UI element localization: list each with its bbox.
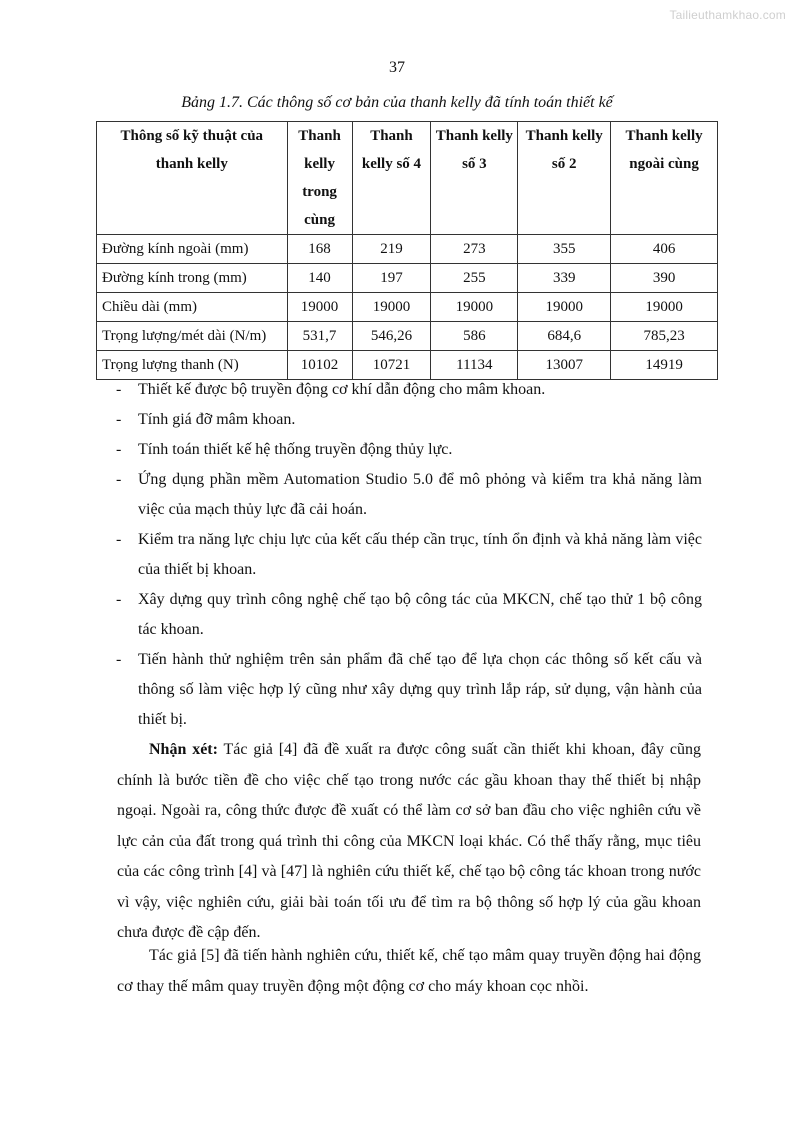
table-cell-parameter: Chiều dài (mm) xyxy=(97,293,288,322)
kelly-parameters-table xyxy=(96,121,718,380)
bullet-dash: - xyxy=(116,651,122,668)
table-cell: 273 xyxy=(431,235,518,264)
header-kelly-4: Thanh kelly số 4 xyxy=(352,122,431,235)
remark-paragraph xyxy=(117,735,701,949)
bullet-list xyxy=(118,375,702,735)
header-parameter: Thông số kỹ thuật của thanh kelly xyxy=(97,122,288,235)
header-kelly-2: Thanh kelly số 2 xyxy=(518,122,611,235)
table-cell: 10102 xyxy=(287,351,352,380)
list-item-text: Thiết kế được bộ truyền động cơ khí dẫn động cho mâm khoan. xyxy=(138,381,546,398)
bullet-dash: - xyxy=(116,531,122,548)
table-cell: 406 xyxy=(611,235,718,264)
table-row xyxy=(97,293,718,322)
table-caption: Bảng 1.7. Các thông số cơ bản của thanh kelly đã tính toán thiết kế xyxy=(181,94,613,111)
table-cell: 10721 xyxy=(352,351,431,380)
list-item-text: Xây dựng quy trình công nghệ chế tạo bộ công tác của MKCN, chế tạo thử 1 bộ công tác khoan. xyxy=(138,591,702,638)
table-cell: 255 xyxy=(431,264,518,293)
table-cell: 390 xyxy=(611,264,718,293)
list-item xyxy=(118,465,702,525)
table-cell: 586 xyxy=(431,322,518,351)
header-kelly-inner: Thanh kelly trong cùng xyxy=(287,122,352,235)
table-header-row xyxy=(97,122,718,235)
table-cell: 19000 xyxy=(352,293,431,322)
table-cell: 11134 xyxy=(431,351,518,380)
table-row xyxy=(97,264,718,293)
body-paragraph: Tác giả [5] đã tiến hành nghiên cứu, thiết kế, chế tạo mâm quay truyền động hai động cơ thay thế mâm quay truyền động một động cơ cho máy khoan cọc nhồi. xyxy=(117,947,701,995)
table-cell-parameter: Trọng lượng/mét dài (N/m) xyxy=(97,322,288,351)
remark-text: Tác giả [4] đã đề xuất ra được công suất cần thiết khi khoan, đây cũng chính là bước tiền đề cho việc chế tạo trong nước các gầu khoan thay thế thiết bị nhập ngoại. Ngoài ra, công thức được đề xuất có thể làm cơ sở ban đầu cho việc nghiên cứu về lực cản của đất trong quá trình thi công của MKCN loại khác. Có thể thấy rằng, mục tiêu của các công trình [4] và [47] là nghiên cứu thiết kế, chế tạo bộ công tác khoan trong nước vì vậy, việc nghiên cứu, giải bài toán tối ưu để tìm ra bộ thông số hợp lý của gầu khoan chưa được đề cập đến. xyxy=(117,741,701,941)
remark-label: Nhận xét: xyxy=(149,741,218,758)
table-cell: 140 xyxy=(287,264,352,293)
table-cell: 355 xyxy=(518,235,611,264)
table-cell-parameter: Đường kính ngoài (mm) xyxy=(97,235,288,264)
list-item-text: Kiểm tra năng lực chịu lực của kết cấu thép cần trục, tính ổn định và khả năng làm việc của thiết bị khoan. xyxy=(138,531,702,578)
table-cell: 531,7 xyxy=(287,322,352,351)
bullet-dash: - xyxy=(116,411,122,428)
page-number: 37 xyxy=(389,59,405,76)
table-cell: 13007 xyxy=(518,351,611,380)
table-cell: 19000 xyxy=(287,293,352,322)
table-cell: 219 xyxy=(352,235,431,264)
bullet-dash: - xyxy=(116,471,122,488)
watermark-text: Tailieuthamkhao.com xyxy=(669,8,786,22)
list-item xyxy=(118,435,702,465)
table-cell: 19000 xyxy=(518,293,611,322)
list-item xyxy=(118,645,702,735)
bullet-dash: - xyxy=(116,591,122,608)
header-kelly-3: Thanh kelly số 3 xyxy=(431,122,518,235)
bullet-dash: - xyxy=(116,441,122,458)
list-item xyxy=(118,525,702,585)
table-cell: 19000 xyxy=(611,293,718,322)
table-cell: 684,6 xyxy=(518,322,611,351)
list-item xyxy=(118,375,702,405)
table-cell-parameter: Đường kính trong (mm) xyxy=(97,264,288,293)
table-cell: 19000 xyxy=(431,293,518,322)
table-cell-parameter: Trọng lượng thanh (N) xyxy=(97,351,288,380)
list-item-text: Tính toán thiết kế hệ thống truyền động thủy lực. xyxy=(138,441,453,458)
list-item-text: Tính giá đỡ mâm khoan. xyxy=(138,411,296,428)
table-cell: 546,26 xyxy=(352,322,431,351)
table-row xyxy=(97,322,718,351)
table-cell: 197 xyxy=(352,264,431,293)
list-item xyxy=(118,405,702,435)
list-item xyxy=(118,585,702,645)
bullet-dash: - xyxy=(116,381,122,398)
table-cell: 785,23 xyxy=(611,322,718,351)
list-item-text: Tiến hành thử nghiệm trên sản phẩm đã chế tạo để lựa chọn các thông số kết cấu và thông số làm việc hợp lý cũng như xây dựng quy trình lắp ráp, sử dụng, vận hành của thiết bị. xyxy=(138,651,702,728)
list-item-text: Ứng dụng phần mềm Automation Studio 5.0 để mô phỏng và kiểm tra khả năng làm việc của mạch thủy lực đã cải hoán. xyxy=(138,471,702,518)
header-kelly-outer: Thanh kelly ngoài cùng xyxy=(611,122,718,235)
table-cell: 339 xyxy=(518,264,611,293)
table-cell: 168 xyxy=(287,235,352,264)
table-cell: 14919 xyxy=(611,351,718,380)
table-row xyxy=(97,235,718,264)
